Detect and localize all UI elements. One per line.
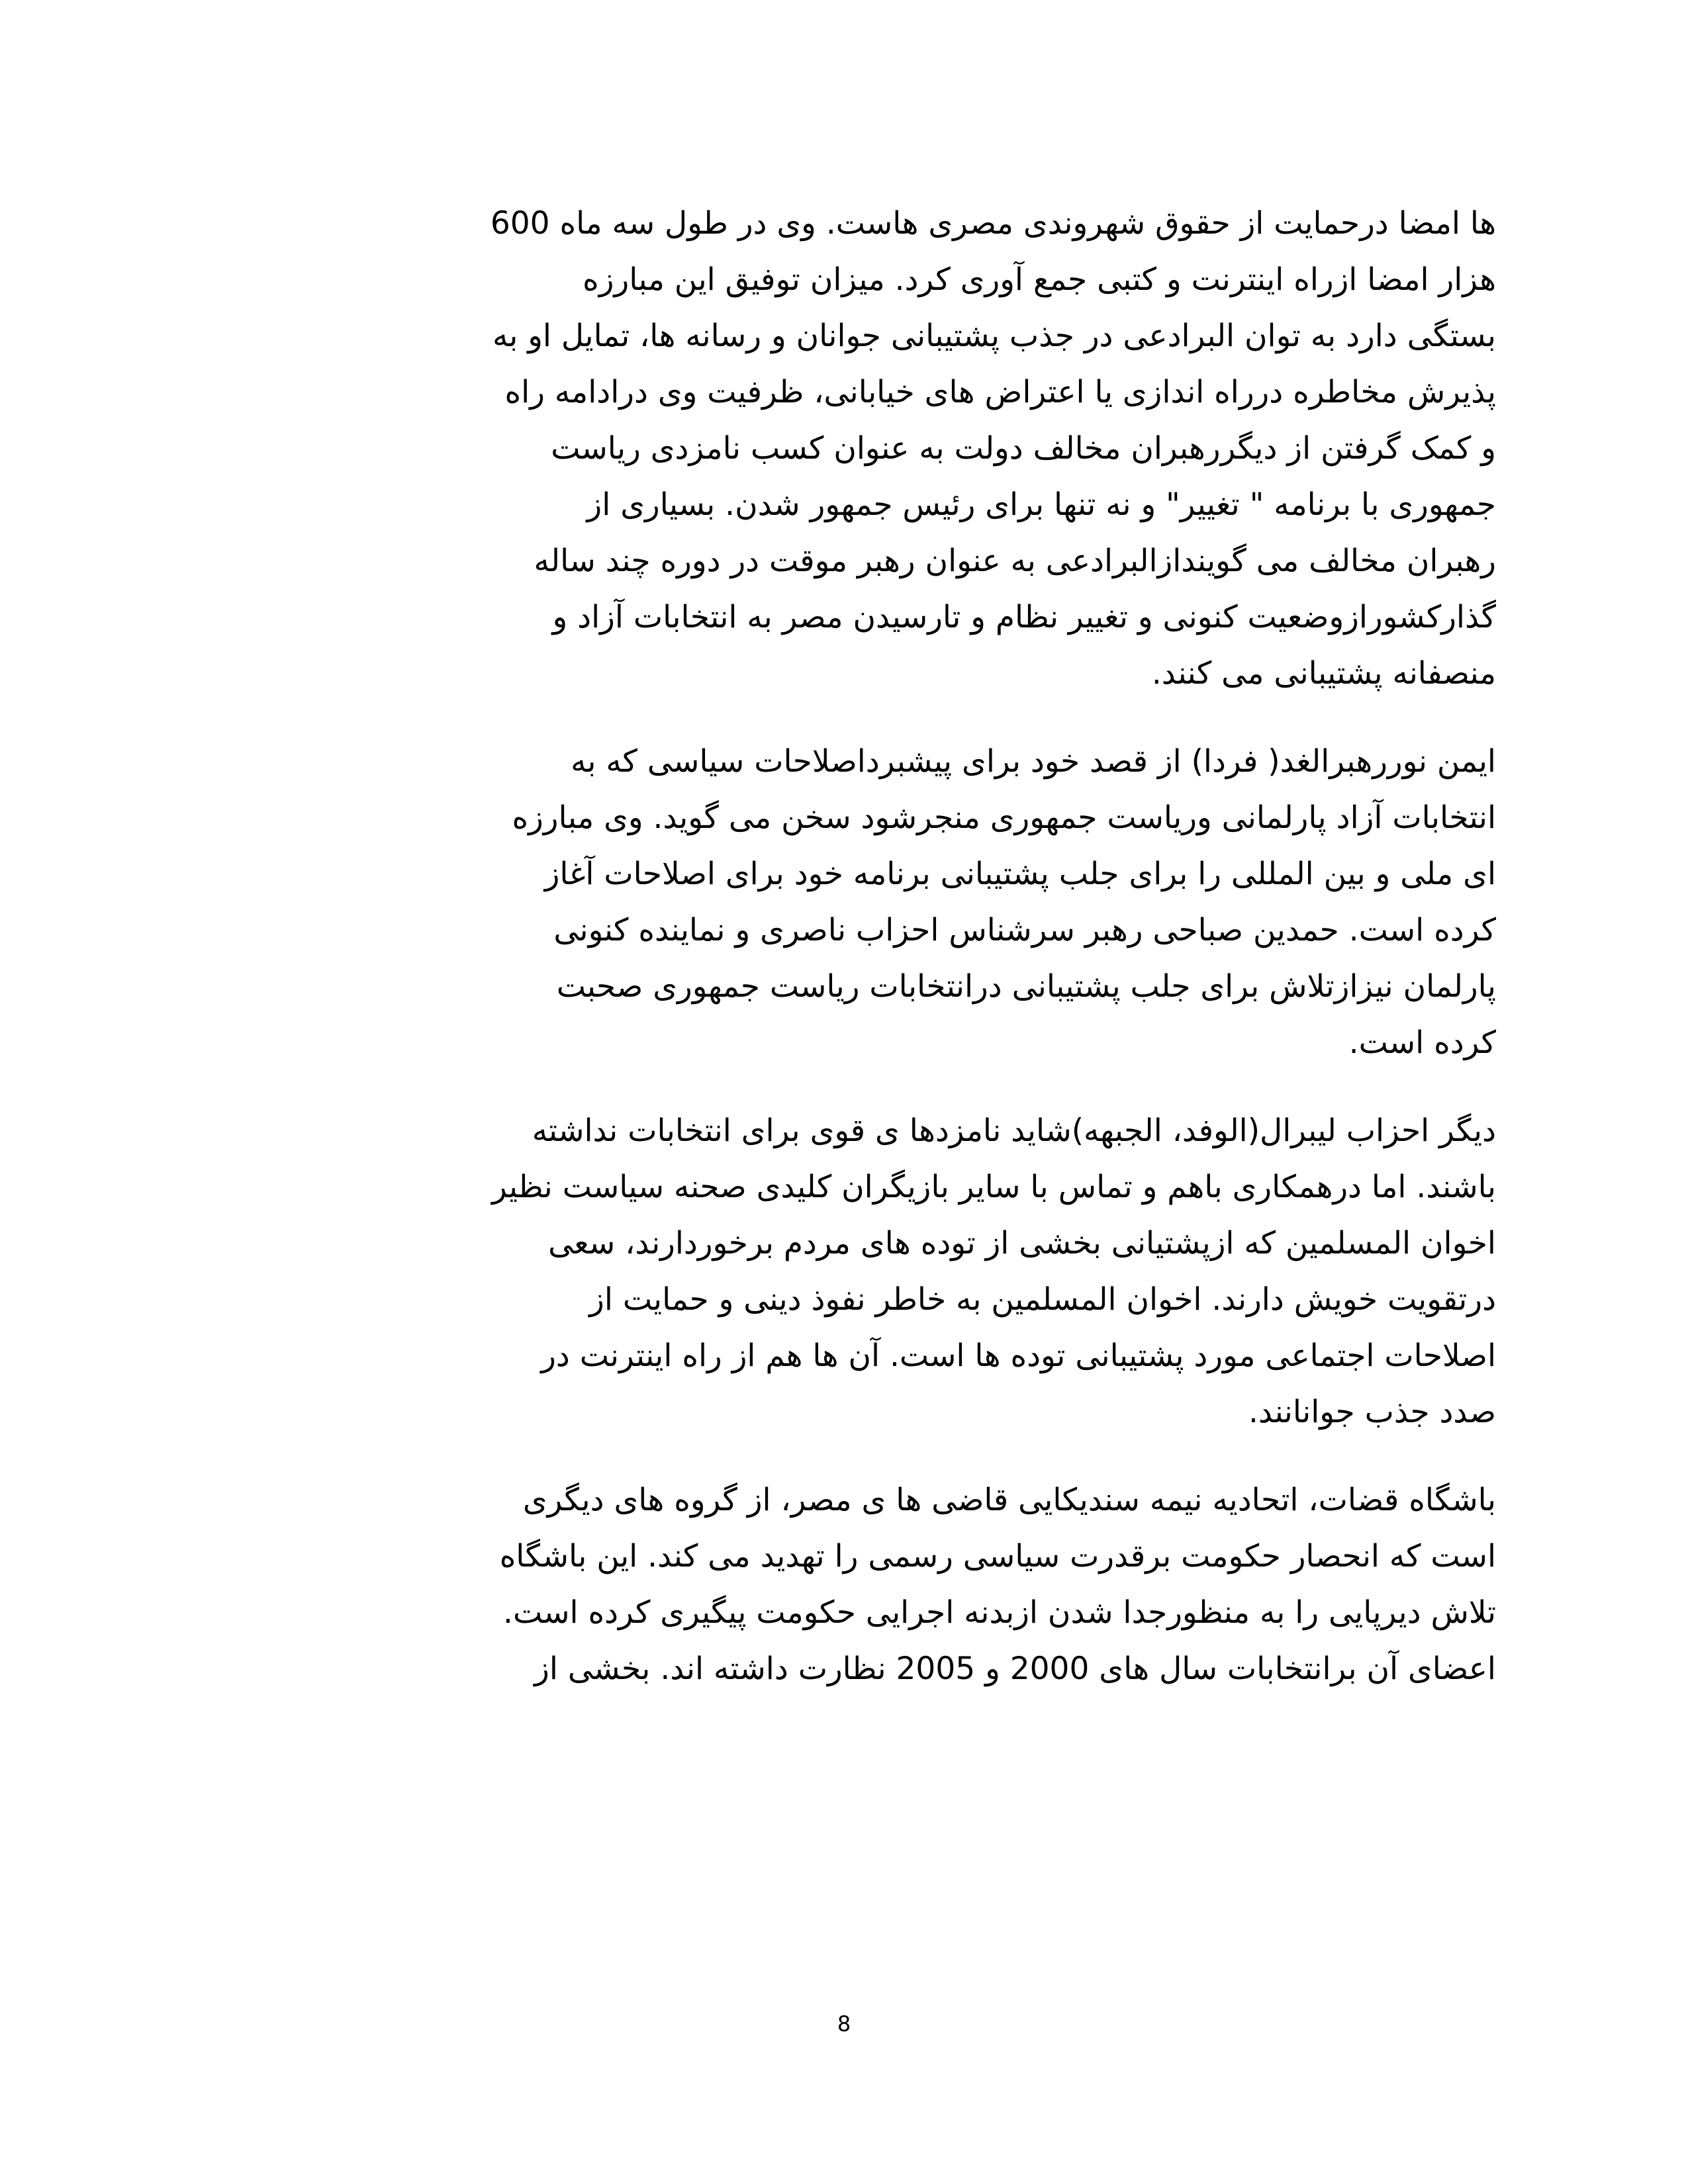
text-line: رهبران مخالف می گویندازالبرادعی به عنوان رهبر موقت در دوره چند ساله — [534, 543, 1496, 579]
paragraph-1 — [218, 195, 1496, 702]
text-line: ها امضا درحمایت از حقوق شهروندی مصری هاست. وی در طول سه ماه 600 — [490, 205, 1496, 242]
text-line: جمهوری با برنامه " تغییر" و نه تنها برای رئیس جمهور شدن. بسیاری از — [586, 486, 1496, 523]
text-line: کرده است. حمدین صباحی رهبر سرشناس احزاب ناصری و نماینده کنونی — [553, 912, 1496, 948]
text-line: است که انحصار حکومت برقدرت سیاسی رسمی را تهدید می کند. این باشگاه — [499, 1538, 1496, 1574]
text-line: درتقویت خویش دارند. اخوان المسلمین به خاطر نفوذ دینی و حمایت از — [589, 1281, 1496, 1318]
body-text — [218, 195, 1496, 1729]
text-line: انتخابات آزاد پارلمانی وریاست جمهوری منجرشود سخن می گوید. وی مبارزه — [512, 799, 1496, 836]
text-line: اصلاحات اجتماعی مورد پشتیبانی توده ها است. آن ها هم از راه اینترنت در — [541, 1338, 1496, 1374]
text-line: کرده است. — [1348, 1024, 1496, 1061]
text-line: منصفانه پشتیبانی می کنند. — [1151, 655, 1496, 692]
paragraph-2 — [218, 733, 1496, 1071]
text-line: دیگر احزاب لیبرال(الوفد، الجبهه)شاید نامزدها ی قوی برای انتخابات نداشته — [532, 1113, 1496, 1149]
text-line: بستگی دارد به توان البرادعی در جذب پشتیبانی جوانان و رسانه ها، تمایل او به — [492, 318, 1496, 354]
text-line: باشند. اما درهمکاری باهم و تماس با سایر بازیگران کلیدی صحنه سیاست نظیر — [492, 1169, 1496, 1205]
text-line: صدد جذب جوانانند. — [1248, 1394, 1496, 1430]
paragraph-4 — [218, 1472, 1496, 1697]
paragraph-3 — [218, 1103, 1496, 1440]
text-line: تلاش دیرپایی را به منظورجدا شدن ازبدنه اجرایی حکومت پیگیری کرده است. — [503, 1594, 1496, 1631]
text-line: اعضای آن برانتخابات سال های 2000 و 2005 نظارت داشته اند. بخشی از — [534, 1651, 1496, 1687]
text-line: ای ملی و بین المللی را برای جلب پشتیبانی برنامه خود برای اصلاحات آغاز — [544, 856, 1496, 892]
page-number: 8 — [837, 2011, 851, 2036]
text-line: پارلمان نیزازتلاش برای جلب پشتیبانی درانتخابات ریاست جمهوری صحبت — [556, 968, 1496, 1005]
text-line: ایمن نوررهبرالغد( فردا) از قصد خود برای پیشبرداصلاحات سیاسی که به — [571, 743, 1496, 780]
text-line: اخوان المسلمین که ازپشتیانی بخشی از توده های مردم برخوردارند، سعی — [548, 1225, 1496, 1261]
text-line: هزار امضا ازراه اینترنت و کتبی جمع آوری کرد. میزان توفیق این مبارزه — [583, 261, 1496, 298]
text-line: باشگاه قضات، اتحادیه نیمه سندیکایی قاضی ها ی مصر، از گروه های دیگری — [522, 1482, 1496, 1518]
text-line: پذیرش مخاطره درراه اندازی یا اعتراض های خیابانی، ظرفیت وی درادامه راه — [504, 374, 1496, 410]
text-line: گذارکشورازوضعیت کنونی و تغییر نظام و تارسیدن مصر به انتخابات آزاد و — [552, 599, 1496, 635]
text-line: و کمک گرفتن از دیگررهبران مخالف دولت به عنوان کسب نامزدی ریاست — [551, 430, 1496, 467]
